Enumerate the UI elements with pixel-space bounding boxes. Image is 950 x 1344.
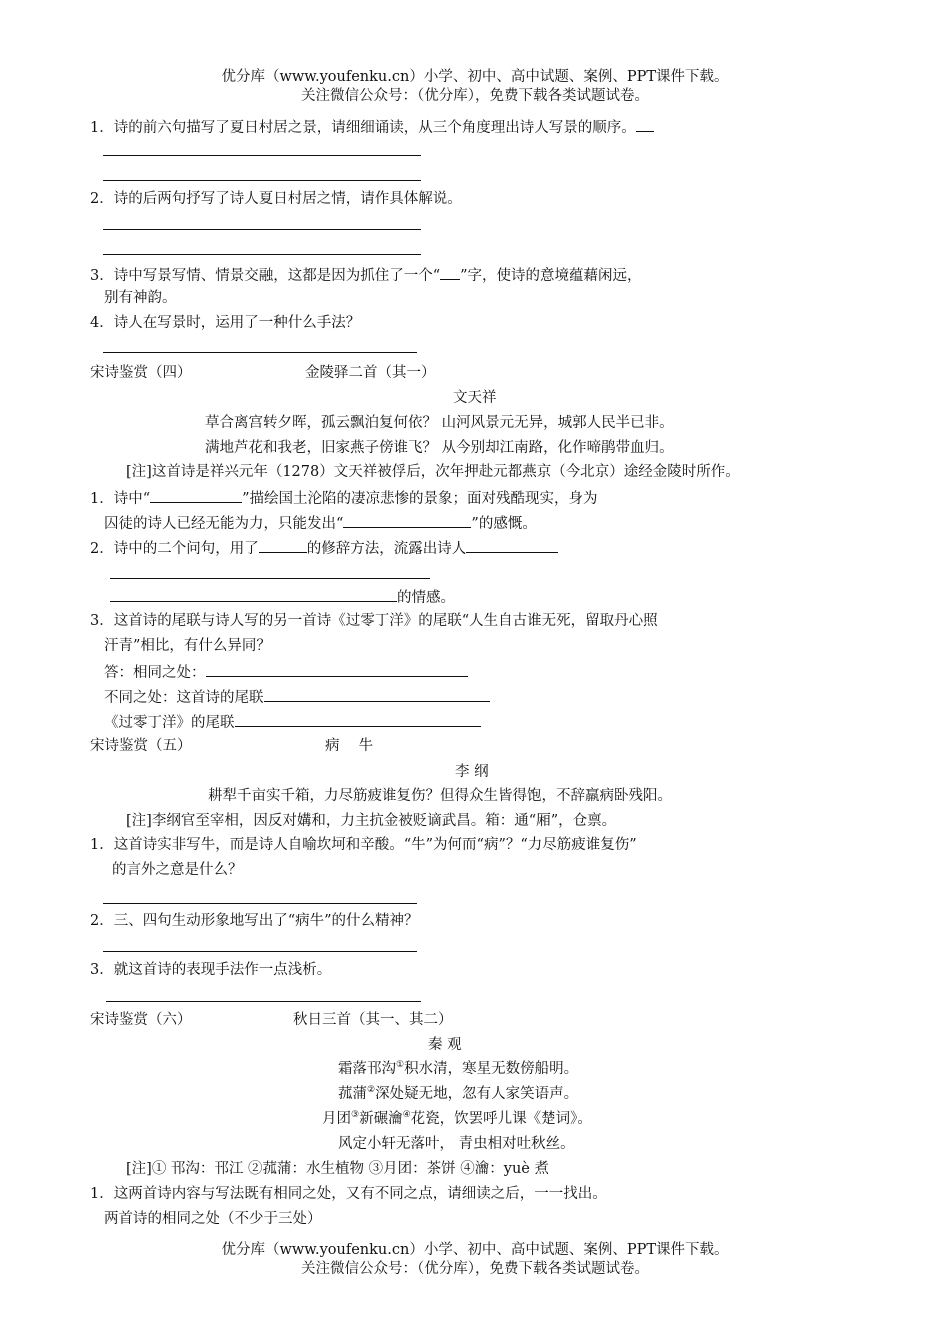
p3-question-4: 4．诗人在写景时，运用了一种什么手法？ [90, 315, 361, 331]
footnote-marker: ② [367, 1085, 376, 1095]
answer-line[interactable] [103, 903, 417, 904]
p4-ans3-label: 《过零丁洋》的尾联 [104, 715, 235, 731]
poem-6-line-2-b: 深处疑无地，忽有人家笑语声。 [375, 1086, 579, 1102]
answer-line[interactable] [110, 578, 430, 579]
p4-question-3-cont: 汗青”相比，有什么异同？ [104, 638, 271, 654]
p3-question-2: 2．诗的后两句抒写了诗人夏日村居之情，请作具体解说。 [90, 191, 462, 207]
section-heading-4: 宋诗鉴赏（四） [90, 365, 192, 381]
p3-question-1 [90, 117, 654, 137]
poem-6-line-1-a: 霜落邗沟 [338, 1061, 396, 1077]
poem-6-line-3-b: 新碾瀹 [359, 1111, 403, 1127]
poem-6-line-1 [338, 1060, 578, 1078]
p4-q2-text-b: 的修辞方法，流露出诗人 [306, 541, 467, 557]
footer-line-2: 关注微信公众号：（优分库），免费下载各类试题试卷。 [301, 1261, 649, 1277]
answer-line[interactable] [103, 951, 417, 952]
poem-6-line-4: 风定小轩无落叶， 青虫相对吐秋丝。 [338, 1136, 575, 1152]
poem-5-note: [注]李纲官至宰相，因反对媾和，力主抗金被贬谪武昌。箱：通“厢”，仓禀。 [126, 813, 617, 829]
answer-line[interactable] [103, 352, 417, 353]
p3-q3-text-b: ”字，使诗的意境蕴藉闲远， [460, 268, 642, 284]
footnote-marker: ① [396, 1060, 405, 1070]
p4-question-1 [90, 488, 598, 508]
answer-line[interactable] [103, 180, 421, 181]
section-heading-6: 宋诗鉴赏（六） [90, 1012, 192, 1028]
header-line-2: 关注微信公众号：（优分库），免费下载各类试题试卷。 [301, 88, 649, 104]
section-heading-5: 宋诗鉴赏（五） [90, 738, 192, 754]
p4-ans1-label: 答：相同之处： [104, 665, 206, 681]
poem-6-note: [注]① 邗沟：邗江 ②菰蒲：水生植物 ③月团：茶饼 ④瀹：yuè 煮 [126, 1161, 549, 1177]
p4-q2-blank-3[interactable] [110, 587, 397, 602]
poem-6-line-3-c: 花瓷，饮罢呼儿课《楚词》。 [410, 1111, 592, 1127]
p4-q1-text-c: 囚徒的诗人已经无能为力，只能发出“ [104, 516, 344, 532]
answer-line[interactable] [103, 229, 421, 230]
p4-question-3: 3．这首诗的尾联与诗人写的另一首诗《过零丁洋》的尾联“人生自古谁无死，留取丹心照 [90, 613, 658, 629]
poem-6-line-3-a: 月团 [322, 1111, 351, 1127]
answer-line[interactable] [106, 1001, 421, 1002]
p3-q1-text: 1．诗的前六句描写了夏日村居之景，请细细诵读，从三个角度理出诗人写景的顺序。 [90, 120, 636, 136]
p4-q1-text-d: ”的感慨。 [471, 516, 537, 532]
poem-title-5: 病 牛 [325, 738, 374, 754]
poem-6-line-2 [338, 1085, 578, 1103]
poem-author-4: 文天祥 [453, 390, 497, 406]
p4-question-2 [90, 538, 558, 558]
p3-q3-text-a: 3．诗中写景写情、情景交融，这都是因为抓住了一个“ [90, 268, 441, 284]
answer-line[interactable] [103, 155, 421, 156]
header-line-1: 优分库（www.youfenku.cn）小学、初中、高中试题、案例、PPT课件下载。 [221, 69, 729, 85]
p3-question-3-cont: 别有神韵。 [104, 290, 177, 306]
poem-author-5: 李 纲 [455, 764, 489, 780]
p5-question-1: 1．这首诗实非写牛，而是诗人自喻坎坷和辛酸。“牛”为何而“病”？“力尽筋疲谁复伤” [90, 837, 637, 853]
p4-ans1-blank[interactable] [206, 662, 468, 677]
p4-question-2-cont [110, 587, 455, 607]
p4-answer-diff [104, 687, 490, 707]
p4-q2-text-c: 的情感。 [397, 590, 455, 606]
p3-q1-blank[interactable] [636, 117, 654, 132]
p4-q2-text-a: 2．诗中的二个问句，用了 [90, 541, 259, 557]
answer-line[interactable] [103, 254, 421, 255]
p4-q2-blank-1[interactable] [259, 538, 307, 553]
p3-question-3 [90, 265, 642, 285]
poem-5-line-1: 耕犁千亩实千箱，力尽筋疲谁复伤？但得众生皆得饱，不辞羸病卧残阳。 [208, 788, 672, 804]
poem-6-line-1-b: 积水清，寒星无数傍船明。 [404, 1061, 579, 1077]
p6-question-1: 1．这两首诗内容与写法既有相同之处，又有不同之点，请细读之后，一一找出。 [90, 1186, 607, 1202]
p4-question-1-cont [104, 513, 537, 533]
poem-6-line-2-a: 菰蒲 [338, 1086, 367, 1102]
p4-q1-text-a: 1．诗中“ [90, 491, 151, 507]
footnote-marker: ③ [351, 1110, 360, 1120]
p4-q2-blank-2[interactable] [466, 538, 558, 553]
poem-4-line-1: 草合离宫转夕晖，孤云飘泊复何依？ 山河风景元无异，城郭人民半已非。 [205, 415, 674, 431]
poem-6-line-3 [322, 1110, 592, 1128]
footnote-marker: ④ [402, 1110, 411, 1120]
poem-author-6: 秦 观 [428, 1037, 462, 1053]
p5-question-1-cont: 的言外之意是什么？ [112, 862, 243, 878]
p4-ans3-blank[interactable] [235, 712, 481, 727]
poem-title-4: 金陵驿二首（其一） [305, 365, 436, 381]
p4-answer-same [104, 662, 468, 682]
p4-ans2-label: 不同之处：这首诗的尾联 [104, 690, 264, 706]
p5-question-2: 2．三、四句生动形象地写出了“病牛”的什么精神？ [90, 913, 419, 929]
p3-q3-blank[interactable] [440, 265, 460, 280]
poem-4-line-2: 满地芦花和我老，旧家燕子傍谁飞？ 从今别却江南路，化作啼鹃带血归。 [205, 440, 674, 456]
p4-ans2-blank[interactable] [264, 687, 490, 702]
footer-line-1: 优分库（www.youfenku.cn）小学、初中、高中试题、案例、PPT课件下载。 [221, 1242, 729, 1258]
p4-q1-blank-1[interactable] [150, 488, 242, 503]
p4-q1-blank-2[interactable] [343, 513, 471, 528]
p4-q1-text-b: ”描绘国土沦陷的凄凉悲惨的景象；面对残酷现实，身为 [242, 491, 598, 507]
p5-question-3: 3．就这首诗的表现手法作一点浅析。 [90, 962, 332, 978]
poem-4-note: [注]这首诗是祥兴元年（1278）文天祥被俘后，次年押赴元都燕京（今北京）途经金陵时所作。 [126, 464, 740, 480]
p4-answer-diff-2 [104, 712, 481, 732]
poem-title-6: 秋日三首（其一、其二） [293, 1012, 453, 1028]
p6-question-1-cont: 两首诗的相同之处（不少于三处） [104, 1211, 322, 1227]
